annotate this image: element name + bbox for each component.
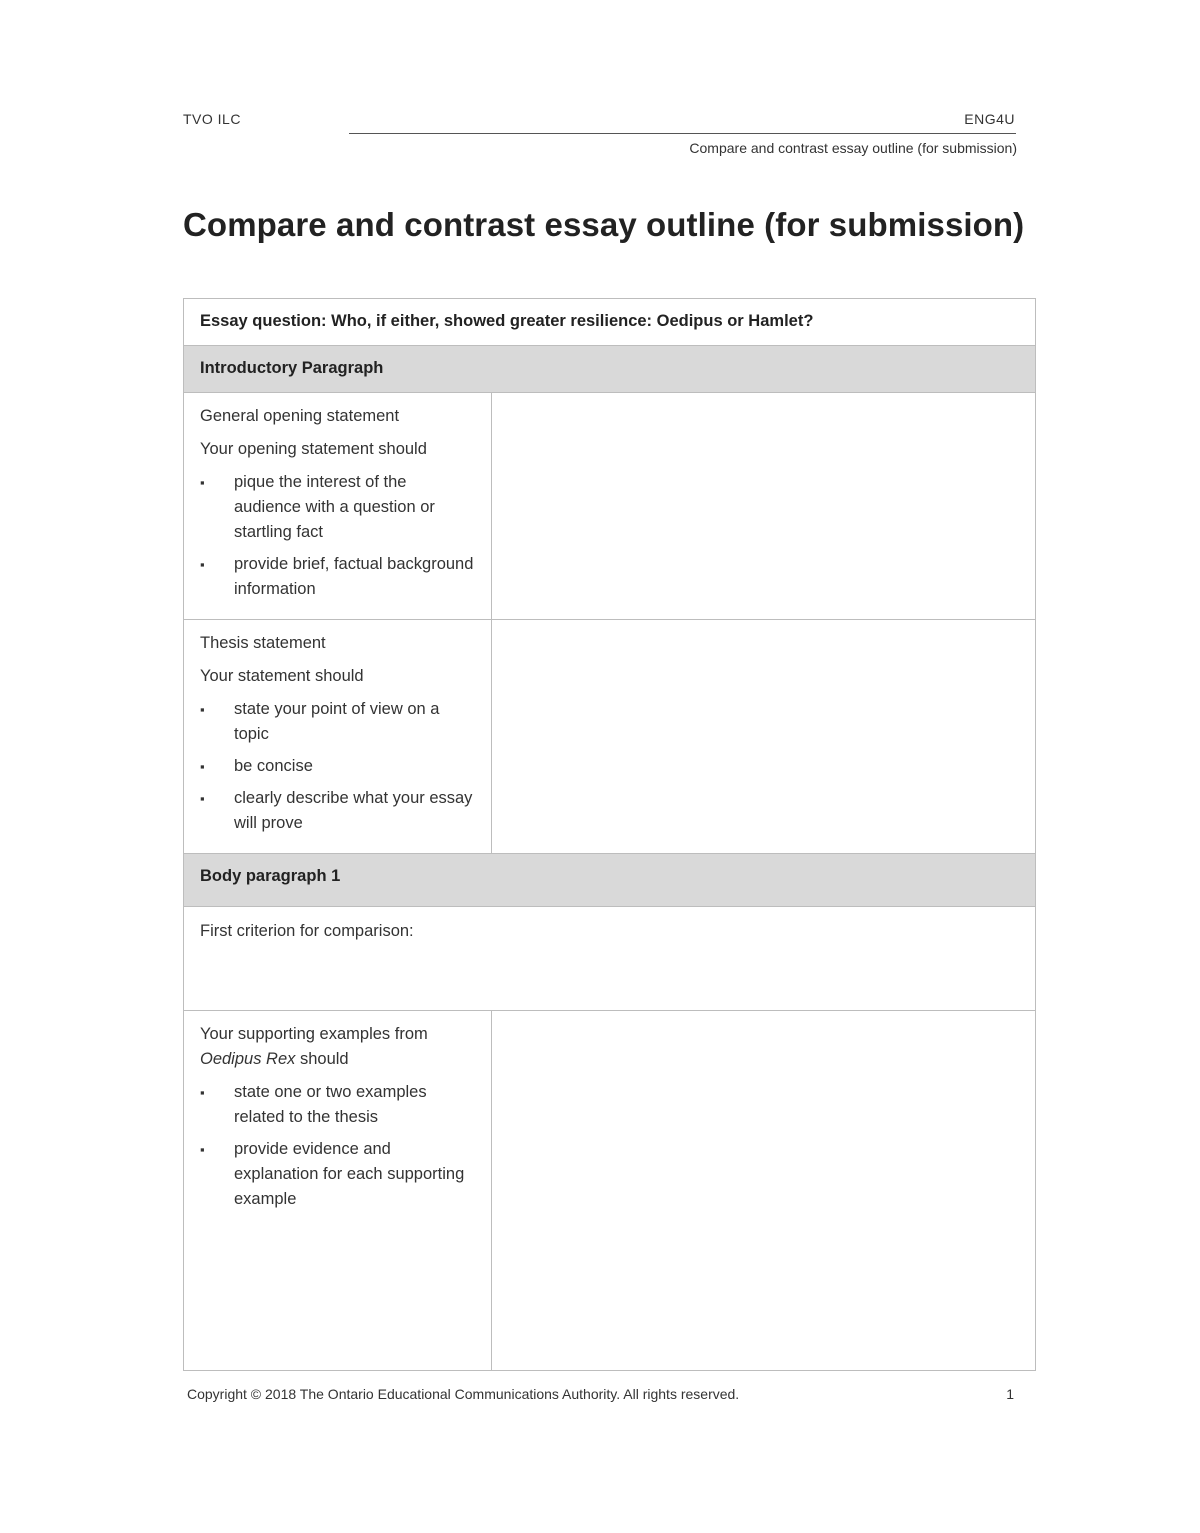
bullet-icon: ▪ (200, 791, 205, 806)
supporting-lead: Your supporting examples from Oedipus Rex should (200, 1025, 428, 1068)
supporting-bullets (200, 1080, 475, 1212)
bullet-icon: ▪ (200, 759, 205, 774)
thesis-statement-prompt (184, 620, 492, 854)
opening-statement-prompt (184, 393, 492, 620)
thesis-bullets (200, 697, 475, 836)
supporting-examples-prompt (184, 1011, 492, 1371)
page-number: 1 (1006, 1386, 1014, 1402)
header-org: TVO ILC (183, 111, 241, 127)
bullet-icon: ▪ (200, 475, 205, 490)
intro-heading-cell (184, 346, 1036, 393)
list-item: ▪ pique the interest of the audience with a question or startling fact (200, 470, 475, 545)
list-item: ▪ provide brief, factual background information (200, 552, 475, 602)
supporting-examples-answer-field[interactable] (492, 1011, 1036, 1371)
intro-heading: Introductory Paragraph (200, 359, 384, 377)
thesis-label: Thesis statement (200, 634, 326, 652)
thesis-statement-answer-field[interactable] (492, 620, 1036, 854)
header-divider (349, 133, 1016, 134)
play-title: Oedipus Rex (200, 1050, 296, 1068)
opening-lead: Your opening statement should (200, 440, 427, 458)
bullet-icon: ▪ (200, 702, 205, 717)
criterion-answer-field[interactable] (184, 907, 1036, 1011)
list-item: ▪ clearly describe what your essay will prove (200, 786, 475, 836)
list-item: ▪ be concise (200, 754, 475, 779)
header-course-code: ENG4U (964, 111, 1015, 127)
opening-statement-answer-field[interactable] (492, 393, 1036, 620)
bullet-icon: ▪ (200, 557, 205, 572)
header-document-title: Compare and contrast essay outline (for submission) (689, 140, 1017, 156)
body1-heading: Body paragraph 1 (200, 867, 341, 885)
bullet-icon: ▪ (200, 1142, 205, 1157)
thesis-lead: Your statement should (200, 667, 364, 685)
essay-question: Essay question: Who, if either, showed greater resilience: Oedipus or Hamlet? (200, 312, 814, 330)
outline-table (183, 298, 1036, 1371)
list-item: ▪ state your point of view on a topic (200, 697, 475, 747)
opening-bullets (200, 470, 475, 602)
copyright-notice: Copyright © 2018 The Ontario Educational Communications Authority. All rights reserved. (187, 1386, 740, 1402)
bullet-icon: ▪ (200, 1085, 205, 1100)
list-item: ▪ state one or two examples related to the thesis (200, 1080, 475, 1130)
body1-heading-cell (184, 854, 1036, 907)
criterion-label: First criterion for comparison: (200, 922, 414, 940)
essay-question-cell (184, 299, 1036, 346)
opening-label: General opening statement (200, 407, 400, 425)
page-title: Compare and contrast essay outline (for submission) (183, 206, 1025, 243)
list-item: ▪ provide evidence and explanation for each supporting example (200, 1137, 475, 1212)
